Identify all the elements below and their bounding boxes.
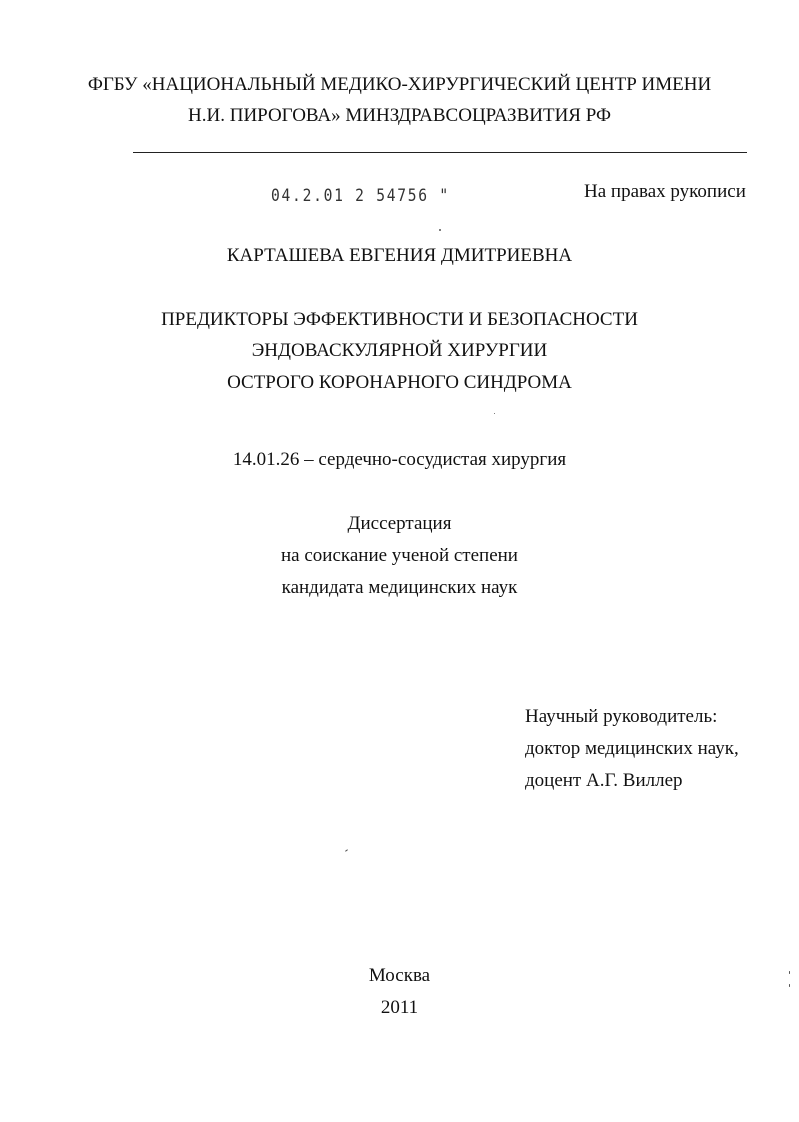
institution-line-2: Н.И. ПИРОГОВА» МИНЗДРАВСОЦРАЗВИТИЯ РФ [188,105,611,126]
thesis-title-line-2: ЭНДОВАСКУЛЯРНОЙ ХИРУРГИИ [251,340,548,361]
thesis-title-line-1: ПРЕДИКТОРЫ ЭФФЕКТИВНОСТИ И БЕЗОПАСНОСТИ [161,309,638,330]
scan-speck [789,984,790,987]
city: Москва [368,965,431,986]
degree-line-3: кандидата медицинских наук [281,577,518,598]
scan-speck [789,971,790,974]
specialty-code: 14.01.26 – сердечно-сосудистая хирургия [232,449,567,470]
supervisor-degree: доктор медицинских наук, [525,738,739,759]
degree-line-1: Диссертация [347,513,452,534]
institution-line-1: ФГБУ «НАЦИОНАЛЬНЫЙ МЕДИКО-ХИРУРГИЧЕСКИЙ ЦЕНТР ИМЕНИ [87,74,712,95]
supervisor-name: доцент А.Г. Виллер [525,770,683,791]
header-divider [133,152,747,153]
supervisor-label: Научный руководитель: [525,706,718,727]
scan-speck [439,229,441,231]
scan-speck [345,849,348,852]
year: 2011 [380,997,419,1018]
rights-note: На правах рукописи [584,181,746,202]
degree-line-2: на соискание ученой степени [281,545,518,566]
archive-code-stamp: 04.2.01 2 54756 " [271,186,450,206]
thesis-title-line-3: ОСТРОГО КОРОНАРНОГО СИНДРОМА [227,372,572,393]
scan-speck [494,413,495,414]
author-name: КАРТАШЕВА ЕВГЕНИЯ ДМИТРИЕВНА [226,245,573,266]
